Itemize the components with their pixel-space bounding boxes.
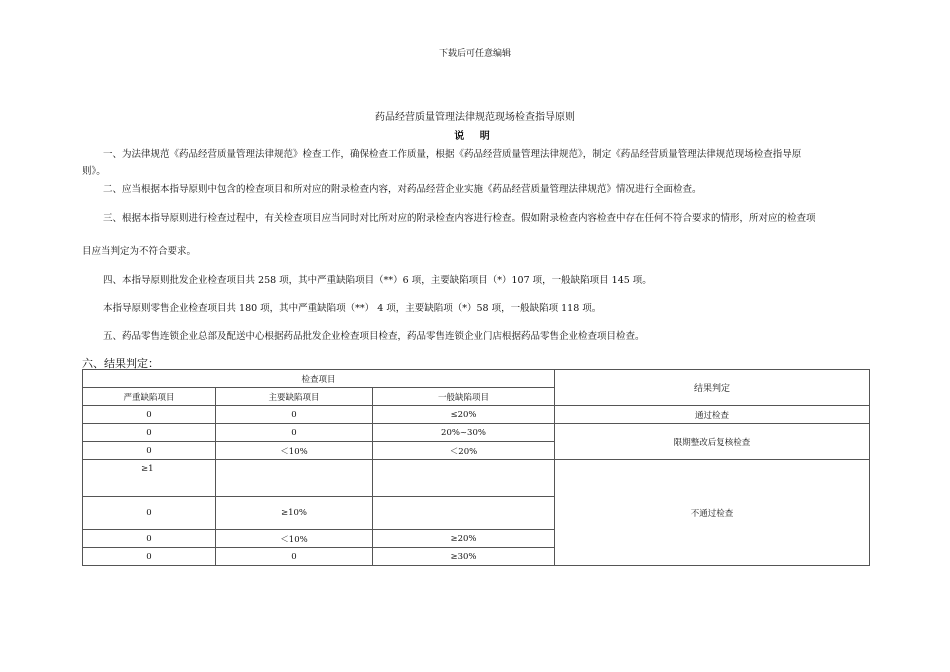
table-row — [83, 424, 870, 442]
cell-major: ＜10% — [216, 530, 373, 548]
cell-critical: 0 — [83, 530, 216, 548]
cell-major: ≥10% — [216, 497, 373, 530]
cell-general: ≥20% — [373, 530, 555, 548]
cell-critical: 0 — [83, 424, 216, 442]
cell-critical: 0 — [83, 406, 216, 424]
cell-critical: 0 — [83, 548, 216, 566]
paragraph-5: 本指导原则零售企业检查项目共 180 项，其中严重缺陷项（**） 4 项，主要缺陷项（*）58 项，一般缺陷项 118 项。 — [103, 303, 602, 314]
cell-major: 0 — [216, 548, 373, 566]
cell-major — [216, 460, 373, 497]
result-fail: 不通过检查 — [555, 460, 870, 566]
cell-critical: 0 — [83, 442, 216, 460]
cell-critical: ≥1 — [83, 460, 216, 497]
document-title: 药品经营质量管理法律规范现场检查指导原则 — [375, 112, 575, 123]
table-row — [83, 406, 870, 424]
paragraph-2: 二、应当根据本指导原则中包含的检查项目和所对应的附录检查内容，对药品经营企业实施《药品经营质量管理法律规范》情况进行全面检查。 — [103, 184, 702, 195]
result-pass: 通过检查 — [555, 406, 870, 424]
paragraph-6: 五、药品零售连锁企业总部及配送中心根据药品批发企业检查项目检查，药品零售连锁企业门店根据药品零售企业检查项目检查。 — [103, 331, 645, 342]
paragraph-1-line-1: 一、为法律规范《药品经营质量管理法律规范》检查工作，确保检查工作质量，根据《药品经营质量管理法律规范》，制定《药品经营质量管理法律规范现场检查指导原 — [103, 149, 802, 160]
cell-general: ≥30% — [373, 548, 555, 566]
result-judgment-table — [82, 369, 870, 566]
col-header-general: 一般缺陷项目 — [373, 388, 555, 406]
inspection-items-header: 检查项目 — [83, 370, 555, 388]
cell-major: 0 — [216, 406, 373, 424]
table-row — [83, 460, 870, 497]
cell-major: 0 — [216, 424, 373, 442]
paragraph-1-line-2: 则》。 — [82, 166, 106, 177]
section-6-heading: 六、结果判定： — [82, 357, 159, 370]
paragraph-3-line-1: 三、根据本指导原则进行检查过程中，有关检查项目应当同时对比所对应的附录检查内容进行检查。假如附录检查内容检查中存在任何不符合要求的情形，所对应的检查项 — [103, 213, 816, 224]
cell-critical: 0 — [83, 497, 216, 530]
cell-general: ＜20% — [373, 442, 555, 460]
paragraph-4: 四、本指导原则批发企业检查项目共 258 项，其中严重缺陷项目（**）6 项，主要缺陷项目（*）107 项，一般缺陷项目 145 项。 — [103, 275, 652, 286]
cell-general — [373, 460, 555, 497]
cell-major: ＜10% — [216, 442, 373, 460]
table-header-row — [83, 370, 870, 388]
paragraph-3-line-2: 目应当判定为不符合要求。 — [82, 246, 197, 257]
cell-general: ≤20% — [373, 406, 555, 424]
cell-general — [373, 497, 555, 530]
col-header-critical: 严重缺陷项目 — [83, 388, 216, 406]
result-header: 结果判定 — [555, 370, 870, 406]
page-header-note: 下载后可任意编辑 — [438, 49, 511, 59]
result-rectify-recheck: 限期整改后复核检查 — [555, 424, 870, 460]
document-subtitle: 说 明 — [454, 131, 496, 142]
col-header-major: 主要缺陷项目 — [216, 388, 373, 406]
cell-general: 20%~30% — [373, 424, 555, 442]
